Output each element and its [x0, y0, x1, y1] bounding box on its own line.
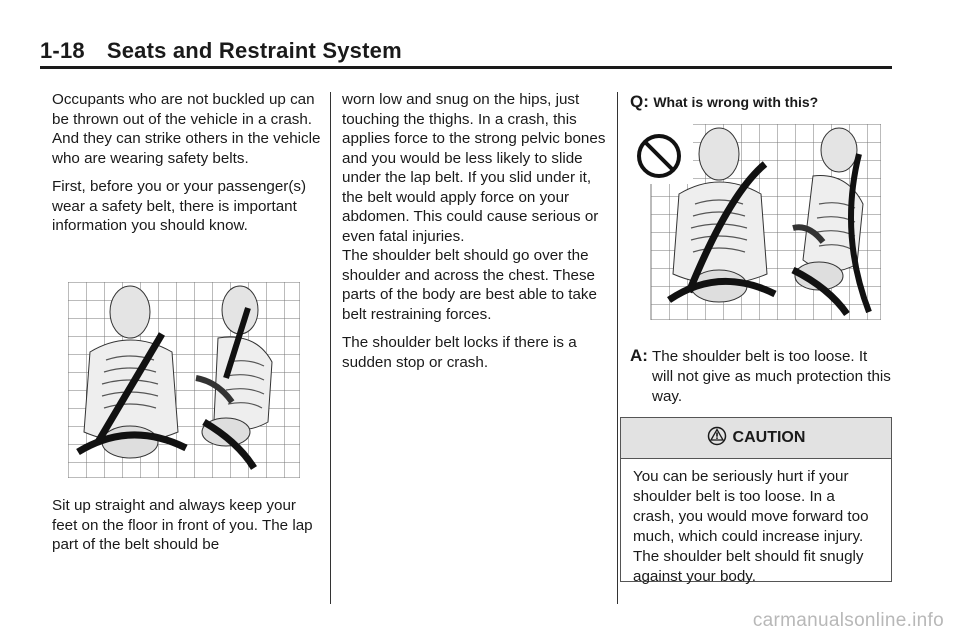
caution-box [620, 417, 892, 585]
answer [630, 346, 892, 407]
prohibition-icon [639, 136, 679, 176]
column-1 [52, 90, 324, 245]
loose-belt-illustration [633, 124, 881, 320]
paragraph: The shoulder belt should go over the shoulder and across the chest. These parts of the body are best able to take belt restraining forces. [342, 247, 597, 323]
paragraph: Occupants who are not buckled up can be thrown out of the vehicle in a crash. And they can strike others in the vehicle who are wearing safety belts. [52, 91, 321, 167]
correct-belt-illustration [68, 282, 300, 478]
caution-text: You can be seriously hurt if your shoulder belt is too loose. In a crash, you would move forward too much, which could increase injury. The shoulder belt should fit snugly against your body. [633, 468, 869, 585]
column-1-lower [52, 496, 324, 564]
page-number: 1-18 [40, 38, 85, 63]
paragraph: worn low and snug on the hips, just touching the thighs. In a crash, this applies force to the strong pelvic bones and you would be less likely to slide under the lap belt. If you slid under it, the belt would apply force on your abdomen. This could cause serious or even fatal injuries. [342, 91, 606, 245]
answer-label: A: [630, 346, 648, 365]
caution-title: CAUTION [732, 429, 806, 446]
question-label: Q: [630, 92, 649, 111]
question [630, 92, 818, 112]
header-rule [40, 66, 892, 69]
paragraph: The shoulder belt locks if there is a sudden stop or crash. [342, 334, 577, 371]
paragraph: Sit up straight and always keep your feet on the floor in front of you. The lap part of the belt should be [52, 497, 313, 553]
section-title: Seats and Restraint System [106, 38, 402, 63]
caution-header [621, 418, 891, 459]
watermark: carmanualsonline.info [752, 610, 944, 631]
answer-text: The shoulder belt is too loose. It will not give as much protection this way. [652, 348, 891, 405]
warning-icon [707, 426, 727, 451]
page-header [40, 38, 402, 64]
column-divider-1 [330, 92, 331, 604]
question-text: What is wrong with this? [653, 94, 819, 110]
column-2 [342, 90, 612, 381]
paragraph: First, before you or your passenger(s) wear a safety belt, there is important information you should know. [52, 178, 307, 234]
column-divider-2 [617, 92, 618, 604]
